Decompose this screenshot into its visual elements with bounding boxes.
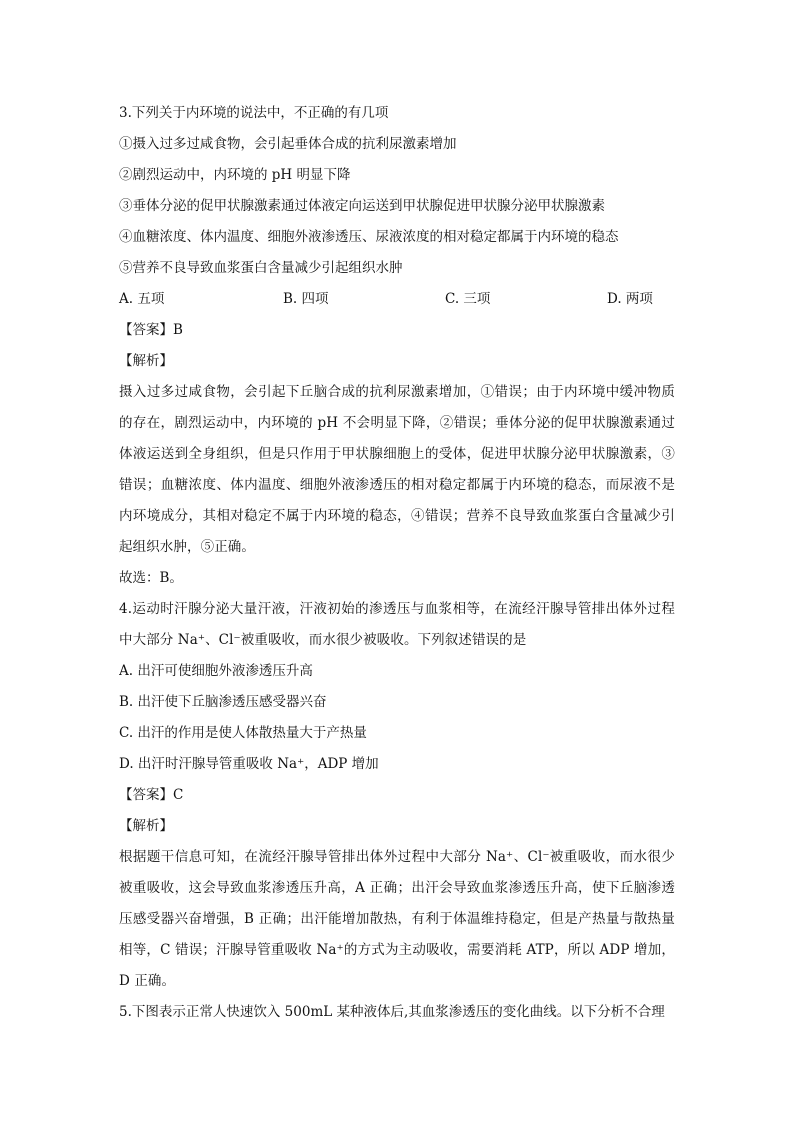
answer-label: 【答案】B bbox=[119, 322, 183, 338]
statement-2: ②剧烈运动中，内环境的 pH 明显下降 bbox=[119, 167, 351, 183]
statement-4: ④血糖浓度、体内温度、细胞外液渗透压、尿液浓度的相对稳定都属于内环境的稳态 bbox=[119, 229, 619, 245]
option-c: C. 三项 bbox=[445, 291, 491, 307]
analysis-label: 【解析】 bbox=[119, 818, 173, 834]
analysis-text: 摄入过多过咸食物，会引起下丘脑合成的抗利尿激素增加，①错误；由于内环境中缓冲物质的存在，剧烈运动中，内环境的 pH 不会明显下降，②错误；垂体分泌的促甲状腺激素通过体液运送到全身组织，但是只作用于甲状腺细胞上的受体，促进甲状腺分泌甲状腺激素，③错误；血糖浓度、体内温度、细胞外液渗透压的相对稳定都属于内环境的稳态，而尿液不是内环境成分，其相对稳定不属于内环境的稳态，④错误；营养不良导致血浆蛋白含量减少引起组织水肿，⑤正确。 bbox=[119, 384, 675, 555]
option-a: A. 五项 bbox=[119, 291, 165, 307]
analysis-text: 根据题干信息可知，在流经汗腺导管排出体外过程中大部分 Na⁺、Cl⁻被重吸收，而水很少被重吸收，这会导致血浆渗透压升高，A 正确；出汗会导致血浆渗透压升高，使下丘脑渗透压感受器兴奋增强，B 正确；出汗能增加散热，有利于体温维持稳定，但是产热量与散热量相等，C 错误；汗腺导管重吸收 Na⁺的方式为主动吸收，需要消耗 ATP，所以 ADP 增加，D 正确。 bbox=[119, 849, 675, 989]
statement-5: ⑤营养不良导致血浆蛋白含量减少引起组织水肿 bbox=[119, 260, 403, 276]
analysis-label: 【解析】 bbox=[119, 353, 173, 369]
question-5-stem: 5.下图表示正常人快速饮入 500mL 某种液体后,其血浆渗透压的变化曲线。以下分析不合理 bbox=[119, 1004, 665, 1020]
option-b: B. 出汗使下丘脑渗透压感受器兴奋 bbox=[119, 694, 327, 710]
statement-1: ①摄入过多过咸食物，会引起垂体合成的抗利尿激素增加 bbox=[119, 136, 457, 152]
option-c: C. 出汗的作用是使人体散热量大于产热量 bbox=[119, 725, 367, 741]
answer-label: 【答案】C bbox=[119, 787, 184, 803]
question-4-stem: 4.运动时汗腺分泌大量汗液，汗液初始的渗透压与血浆相等，在流经汗腺导管排出体外过程中大部分 Na⁺、Cl⁻被重吸收，而水很少被吸收。下列叙述错误的是 bbox=[119, 601, 675, 648]
option-d: D. 两项 bbox=[607, 291, 653, 307]
option-a: A. 出汗可使细胞外液渗透压升高 bbox=[119, 663, 313, 679]
question-3-options bbox=[119, 284, 675, 315]
question-3-stem: 3.下列关于内环境的说法中，不正确的有几项 bbox=[119, 105, 389, 121]
document-page bbox=[119, 98, 675, 1028]
statement-3: ③垂体分泌的促甲状腺激素通过体液定向运送到甲状腺促进甲状腺分泌甲状腺激素 bbox=[119, 198, 605, 214]
conclusion: 故选：B。 bbox=[119, 570, 183, 586]
option-d: D. 出汗时汗腺导管重吸收 Na⁺，ADP 增加 bbox=[119, 756, 379, 772]
option-b: B. 四项 bbox=[283, 291, 329, 307]
